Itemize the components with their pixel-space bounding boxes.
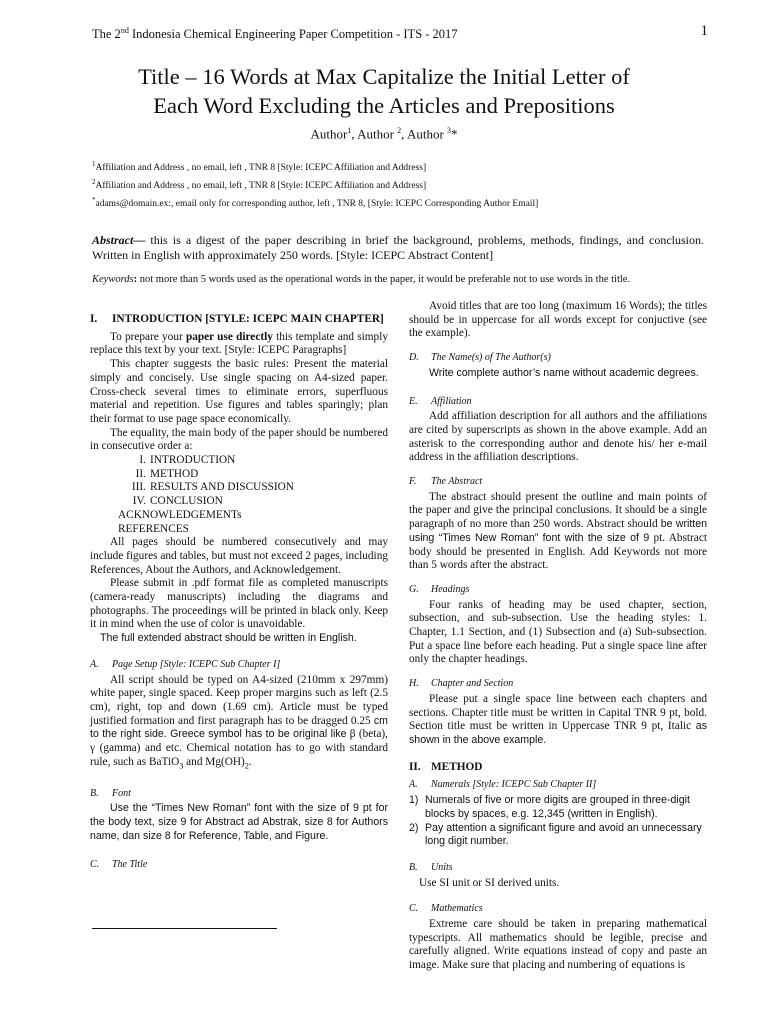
- paragraph: The equality, the main body of the paper should be numbered in consecutive order a:: [90, 426, 388, 453]
- keywords: [92, 274, 704, 285]
- author-tail: *: [451, 126, 458, 142]
- corresponding-text: adams@domain.ex:, email only for corresponding author, left , TNR 8, [Style: ICEPC Corresponding Author Email]: [95, 199, 539, 210]
- list-item: REFERENCES: [118, 522, 189, 535]
- list-item: [90, 454, 388, 468]
- paragraph: Please submit in .pdf format file as completed manuscripts (camera-ready manuscripts) including the diagrams and photographs. The proceedings will be printed in black only. Keep it in mind when the use of color is unavoidable.: [90, 577, 388, 631]
- heading-page-setup: [90, 658, 388, 672]
- list-text: CONCLUSION: [150, 495, 223, 508]
- bold-run: paper use directly: [185, 330, 273, 343]
- text-run: pt. Abstract body should be presented in English. Add Keywords not more than 5 words after the abstract.: [409, 531, 707, 572]
- list-item: [90, 495, 388, 509]
- affiliation-2-text: Affiliation and Address , no email, left , TNR 8 [Style: ICEPC Affiliation and Address]: [95, 181, 427, 192]
- list-numeral: I.: [139, 454, 146, 467]
- text-run: To prepare your: [110, 330, 186, 343]
- text-run: cm to the right side. Greece symbol has to be original like: [90, 714, 388, 741]
- running-header: [92, 23, 708, 46]
- paragraph: Use SI unit or SI derived units.: [419, 876, 560, 889]
- paper-title: [70, 62, 698, 120]
- heading-headings: [409, 583, 707, 597]
- paragraph: All pages should be numbered consecutively and may include figures and tables, but must not exceed 2 pages, including References, About the Authors, and Acknowledgement.: [90, 536, 388, 576]
- affiliation-1-text: Affiliation and Address , no email, left , TNR 8 [Style: ICEPC Affiliation and Address]: [95, 163, 427, 174]
- heading-text: Page Setup [Style: ICEPC Sub Chapter I]: [112, 658, 281, 670]
- heading-text: INTRODUCTION [STYLE: ICEPC MAIN CHAPTER]: [112, 313, 384, 325]
- heading-text: Mathematics: [431, 903, 483, 915]
- paragraph: Extreme care should be taken in preparing mathematical typescripts. All mathematics should be legible, precise and carefully aligned. Write equations instead of copy and paste an image. Make sure that placing and numbering of equations is: [409, 918, 707, 972]
- heading-text: Headings: [431, 583, 470, 595]
- affiliation-1-sup: 1: [92, 160, 96, 168]
- item-number: 2): [409, 821, 419, 834]
- heading-text: The Abstract: [431, 476, 483, 488]
- corresponding-email: [92, 193, 692, 211]
- heading-text: Font: [112, 787, 131, 799]
- paragraph: [90, 674, 388, 773]
- heading-mathematics: [409, 902, 707, 916]
- text-run: .: [248, 755, 252, 768]
- heading-number: I.: [90, 313, 98, 325]
- heading-units: [409, 861, 707, 875]
- heading-number: B.: [409, 861, 418, 873]
- text-run: All script should be typed on A4-sized (210mm x 297mm) white paper, single spaced. Keep proper margins such as left (2.5 cm), right, top and down (1.69 cm). Article must be typed justified formation and first paragraph has to be dragged 0.25: [90, 673, 388, 727]
- left-column: [90, 300, 388, 873]
- author-3: , Author: [401, 126, 448, 142]
- paragraph: [90, 331, 388, 358]
- abstract-dash: —: [133, 233, 151, 247]
- list-item: [90, 468, 388, 482]
- heading-text: Numerals [Style: ICEPC Sub Chapter II]: [431, 779, 597, 791]
- heading-number: A.: [90, 658, 99, 670]
- right-column: [409, 300, 707, 973]
- heading-affiliation: [409, 395, 707, 409]
- list-item: [90, 481, 388, 495]
- heading-number: B.: [90, 787, 99, 799]
- subscript: 2: [244, 761, 249, 771]
- paragraph: [409, 491, 707, 573]
- heading-number: C.: [90, 858, 100, 870]
- abstract: [92, 233, 704, 263]
- keywords-label: Keywords: [92, 274, 134, 285]
- abstract-text: this is a digest of the paper describing in brief the background, problems, methods, findings, and conclusion. Written in English with approximately 250 words. [Style: ICEPC Abstract Content]: [92, 233, 704, 262]
- paragraph: The full extended abstract should be written in English.: [100, 632, 357, 645]
- text-run: as shown in the above example.: [409, 720, 707, 746]
- title-line-1: Title – 16 Words at Max Capitalize the Initial Letter of: [138, 64, 630, 89]
- text-run: The abstract should present the outline and main points of the paper and give the principal conclusions. It should be a single paragraph of no more than 250 words. Abstract should: [409, 490, 707, 531]
- paragraph: Avoid titles that are too long (maximum 16 Words); the titles should be in uppercase for all words except for conjuctive (see the example).: [409, 300, 707, 340]
- author-2: , Author: [351, 126, 398, 142]
- paragraph: [409, 693, 707, 748]
- list-text: RESULTS AND DISCUSSION: [150, 481, 294, 494]
- keywords-colon: :: [133, 274, 138, 285]
- heading-font: [90, 787, 388, 801]
- heading-abstract: [409, 475, 707, 489]
- affiliation-2-sup: 2: [92, 178, 96, 187]
- text-run: β (beta), γ (gamma) and etc. Chemical notation has to go with standard rule, such as BaTiO: [90, 728, 388, 768]
- text-run: this template and simply replace this text by your text. [Style: ICEPC Paragraphs]: [90, 330, 388, 357]
- heading-text: The Name(s) of The Author(s): [431, 352, 551, 364]
- author-1-sup: 1: [347, 126, 352, 135]
- list-text: INTRODUCTION: [150, 454, 236, 467]
- heading-number: E.: [409, 395, 418, 407]
- heading-numerals: [409, 778, 707, 792]
- author-1: Author: [310, 126, 348, 142]
- header-text-before: The 2: [92, 27, 121, 42]
- affiliation-1: [92, 157, 692, 175]
- heading-author-names: [409, 351, 707, 365]
- heading-method: [409, 761, 707, 775]
- author-list: [0, 126, 768, 142]
- author-3-sup: 3: [447, 126, 452, 135]
- text-run: and Mg(OH): [183, 755, 245, 768]
- chapter-list: [90, 454, 388, 536]
- heading-number: D.: [409, 352, 419, 364]
- abstract-label: Abstract: [92, 233, 134, 247]
- header-sup: nd: [120, 26, 129, 35]
- heading-text: METHOD: [431, 760, 483, 773]
- paragraph: Use the “Times New Roman” font with the size of 9 pt for the body text, size 9 for Abstract ad Abstrak, size 8 for Authors name, dan size 8 for Reference, Table, and Figure.: [90, 802, 388, 842]
- heading-title: [90, 858, 388, 872]
- affiliation-2: [92, 175, 692, 193]
- item-text: Numerals of five or more digits are grouped in three-digit blocks by spaces, e.g. 12,345 (written in English).: [425, 794, 690, 820]
- list-numeral: III.: [131, 481, 146, 494]
- list-numeral: II.: [135, 467, 146, 480]
- paragraph: Add affiliation description for all authors and the affiliations are cited by superscripts as shown in the above example. Add an asterisk to the corresponding author and denote his/ her e-mail address in the affiliation descriptions.: [409, 410, 707, 464]
- heading-number: G.: [409, 583, 419, 595]
- list-text: METHOD: [150, 467, 199, 480]
- numbered-item: [409, 794, 707, 821]
- heading-text: Chapter and Section: [431, 678, 514, 690]
- heading-number: H.: [409, 678, 419, 690]
- heading-chapter-section: [409, 677, 707, 691]
- heading-introduction: [90, 313, 388, 327]
- heading-text: The Title: [112, 858, 148, 870]
- heading-text: Units: [431, 861, 453, 873]
- title-line-2: Each Word Excluding the Articles and Prepositions: [153, 93, 615, 118]
- item-text: Pay attention a significant figure and avoid an unnecessary long digit number.: [425, 821, 702, 848]
- author-2-sup: 2: [397, 126, 402, 135]
- heading-number: II.: [409, 760, 421, 773]
- text-run: be written using “Times New Roman” font with the size of 9: [409, 518, 707, 544]
- page-number: 1: [700, 23, 708, 39]
- affiliations: [92, 157, 692, 211]
- list-numeral: IV.: [132, 495, 146, 508]
- subscript: 3: [179, 761, 184, 771]
- heading-text: Affiliation: [431, 395, 472, 407]
- heading-number: A.: [409, 779, 418, 791]
- corresponding-sup: *: [92, 196, 96, 205]
- text-run: Please put a single space line between each chapters and sections. Chapter title must be written in Capital TNR 9 pt, bold. Section title must be written in Uppercase TNR 9 pt, Italic: [409, 692, 707, 733]
- list-item: ACKNOWLEDGEMENTs: [118, 508, 242, 521]
- heading-number: C.: [409, 903, 419, 915]
- keywords-text: not more than 5 words used as the operational words in the paper, it would be preferable not to use words in the title.: [137, 274, 631, 285]
- paragraph: Four ranks of heading may be used chapter, section, subsection, and sub-subsection. Use the heading styles: 1. Chapter, 1.1 Section, and (1) Subsection and (a) Sub-subsection. Put a space line before each heading. Put a single space line after only the chapter headings.: [409, 598, 707, 666]
- paragraph: Write complete author’s name without academic degrees.: [429, 366, 699, 379]
- footnote-separator: [92, 928, 277, 929]
- paragraph: This chapter suggests the basic rules: Present the material simply and concisely. Use single spacing on A4-sized paper. Cross-check several times to eliminate errors, superfluous material and repetition. Use figures and tables sparingly; plan their format to use page space economically.: [90, 358, 388, 425]
- item-number: 1): [409, 794, 419, 807]
- header-text-after: Indonesia Chemical Engineering Paper Competition - ITS - 2017: [128, 27, 458, 42]
- heading-number: F.: [409, 476, 417, 488]
- numbered-item: [409, 822, 707, 849]
